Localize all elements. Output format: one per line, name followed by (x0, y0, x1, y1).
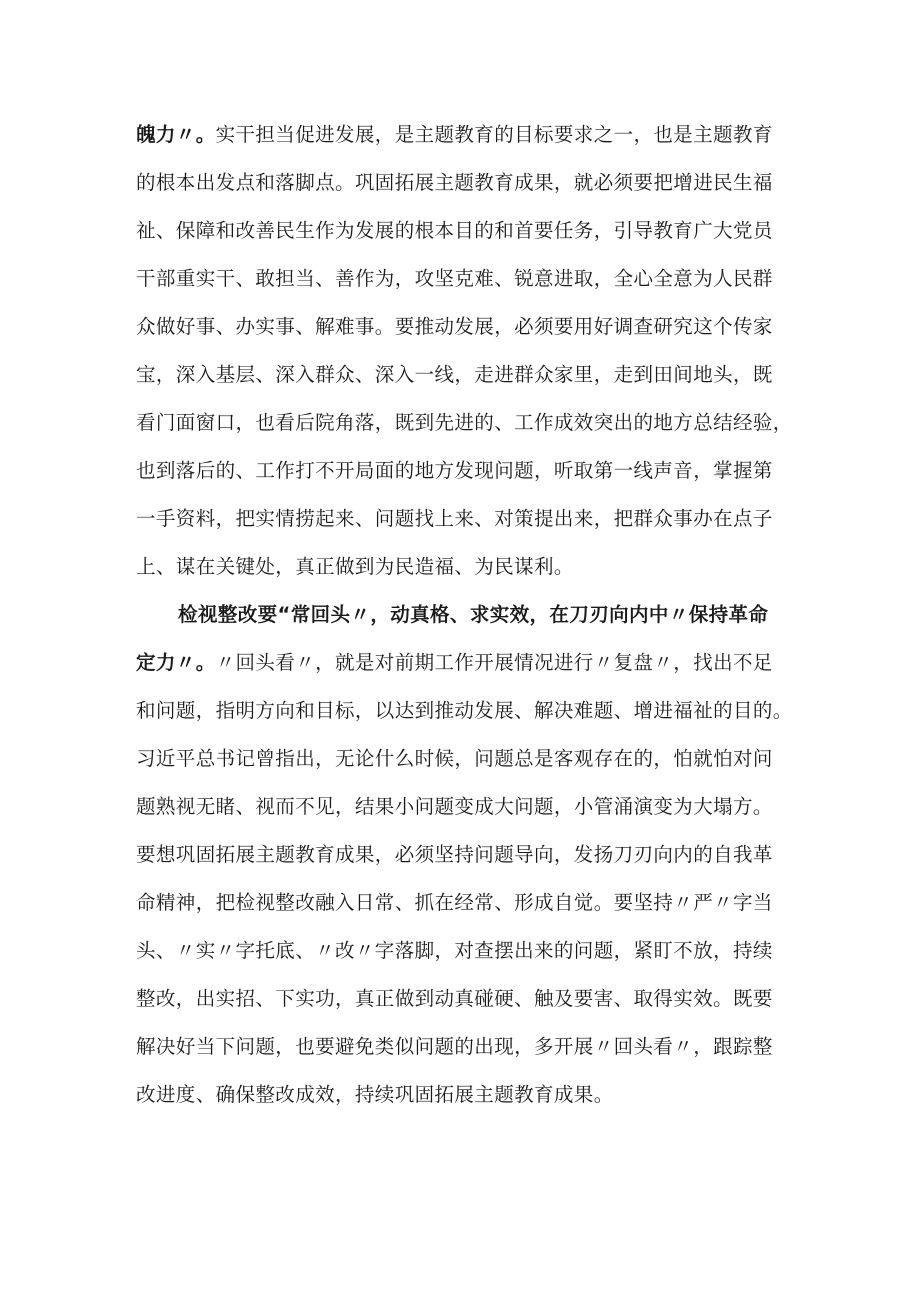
paragraph-2-line-4: 习近平总书记曾指出，无论什么时候，问题总是客观存在的，怕就怕对问 (136, 747, 773, 770)
paragraph-1-line-7: 看门面窗口，也看后院角落，既到先进的、工作成效突出的地方总结经验， (136, 411, 793, 434)
paragraph-1-line-4: 干部重实干、敢担当、善作为，攻坚克难、锐意进取，全心全意为人民群 (136, 267, 773, 290)
paragraph-2-line-6: 要想巩固拓展主题教育成果，必须坚持问题导向，发扬刀刃向内的自我革 (136, 843, 773, 866)
paragraph-2-line-2-text: 〃回头看〃，就是对前期工作开展情况进行〃复盘〃，找出不足 (215, 651, 773, 674)
paragraph-1-line-1 (136, 121, 773, 149)
paragraph-1-bold-lead: 魄力〃。 (136, 123, 216, 146)
paragraph-2-line-3: 和问题，指明方向和目标，以达到推动发展、解决难题、增进福祉的目的。 (136, 699, 793, 722)
paragraph-2-line-7: 命精神，把检视整改融入日常、抓在经常、形成自觉。要坚持〃严〃字当 (136, 891, 773, 914)
paragraph-1-line-8: 也到落后的、工作打不开局面的地方发现问题，听取第一线声音，掌握第 (136, 459, 773, 482)
paragraph-2-heading-end: 定力〃。 (136, 651, 216, 674)
paragraph-2-line-2 (136, 649, 773, 677)
paragraph-2-line-8: 头、〃实〃字托底、〃改〃字落脚，对查摆出来的问题，紧盯不放，持续 (136, 939, 773, 962)
paragraph-1-line-6: 宝，深入基层、深入群众、深入一线，走进群众家里，走到田间地头，既 (136, 363, 773, 386)
paragraph-2-line-9: 整改，出实招、下实功，真正做到动真碰硬、触及要害、取得实效。既要 (136, 987, 773, 1010)
paragraph-2-line-5: 题熟视无睹、视而不见，结果小问题变成大问题，小管涌演变为大塌方。 (136, 795, 773, 818)
paragraph-2-line-10: 解决好当下问题，也要避免类似问题的出现，多开展〃回头看〃，跟踪整 (136, 1035, 773, 1058)
paragraph-1-line-3: 祉、保障和改善民生作为发展的根本目的和首要任务，引导教育广大党员 (136, 219, 773, 242)
paragraph-1-line-1-text: 实干担当促进发展，是主题教育的目标要求之一，也是主题教育 (215, 123, 773, 146)
paragraph-2-line-11: 改进度、确保整改成效，持续巩固拓展主题教育成果。 (136, 1083, 614, 1106)
paragraph-1-line-2: 的根本出发点和落脚点。巩固拓展主题教育成果，就必须要把增进民生福 (136, 171, 773, 194)
paragraph-1-line-9: 一手资料，把实情捞起来、问题找上来、对策提出来，把群众事办在点子 (136, 507, 773, 530)
paragraph-1-line-5: 众做好事、办实事、解难事。要推动发展，必须要用好调查研究这个传家 (136, 315, 773, 338)
paragraph-1-line-10: 上、谋在关键处，真正做到为民造福、为民谋利。 (136, 555, 574, 578)
paragraph-2-heading-line-1: 检视整改要“常回头〃，动真格、求实效，在刀刃向内中〃保持革命 (178, 603, 769, 626)
